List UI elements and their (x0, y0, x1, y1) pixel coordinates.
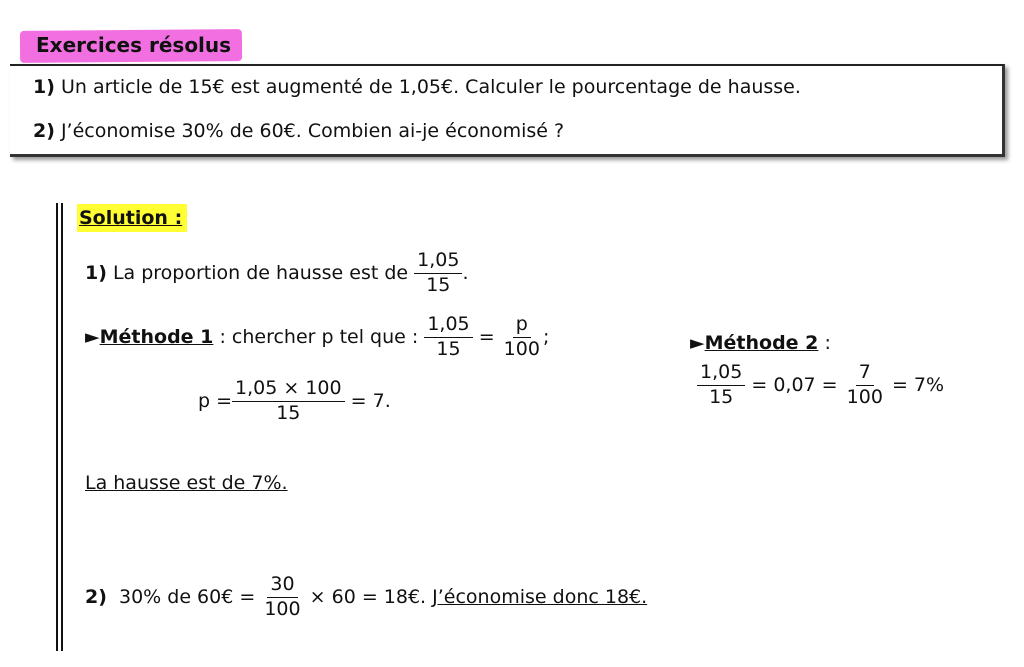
solution-2-number: 2) (85, 586, 107, 609)
exercise-1-text: Un article de 15€ est augmenté de 1,05€. Calculer le pourcentage de hausse. (60, 76, 801, 98)
method-1-text: : chercher p tel que : (219, 326, 419, 349)
calc-rhs: = 7. (350, 390, 391, 413)
method-2-fraction-2-numerator: 7 (856, 362, 874, 386)
method-2-fraction-1-numerator: 1,05 (697, 362, 745, 386)
method-2-calculation (697, 362, 944, 409)
method-1-end: ; (542, 326, 550, 349)
conclusion-1: La hausse est de 7%. (85, 472, 288, 494)
exercise-2 (33, 118, 564, 144)
method-1 (85, 314, 549, 361)
method-2-fraction-1-denominator: 15 (709, 385, 734, 408)
proportion-fraction (414, 250, 462, 297)
solution-2-text: 30% de 60€ = (119, 586, 256, 609)
method-1-equals: = (478, 326, 495, 349)
method-1-label: Méthode 1 (99, 326, 214, 349)
calc-numerator: 1,05 × 100 (232, 378, 345, 402)
calc-fraction (232, 378, 345, 425)
method-1-calculation (198, 378, 391, 425)
proportion-denominator: 15 (426, 273, 451, 296)
solution-part-1 (85, 250, 469, 297)
arrow-icon: ► (690, 332, 705, 354)
page-title: Exercices résolus (36, 33, 232, 57)
calc-lhs: p = (198, 390, 233, 413)
arrow-icon: ► (85, 326, 100, 349)
proportion-numerator: 1,05 (414, 250, 462, 274)
exercise-1-number: 1) (33, 76, 55, 98)
proportion-end: . (462, 262, 469, 285)
solution-1-text: La proportion de hausse est de (112, 262, 409, 285)
part-2-denominator: 100 (264, 597, 301, 620)
conclusion-2: J’économise donc 18€. (432, 586, 648, 609)
method-2-fraction-1 (697, 362, 745, 409)
method-1-fraction-1 (424, 314, 472, 361)
part-2-numerator: 30 (267, 574, 297, 598)
exercise-2-number: 2) (33, 120, 55, 142)
solution-title: Solution : (79, 207, 183, 229)
solution-rule-left (56, 203, 58, 651)
part-2-fraction (261, 574, 303, 621)
solution-rule-right (61, 203, 63, 651)
method-1-fraction-1-numerator: 1,05 (424, 314, 472, 338)
exercise-2-text: J’économise 30% de 60€. Combien ai-je économisé ? (60, 120, 565, 142)
method-2-fraction-2-denominator: 100 (846, 385, 883, 408)
method-2-heading (690, 330, 831, 356)
solution-1-number: 1) (85, 262, 107, 285)
method-2-label: Méthode 2 (704, 332, 819, 354)
solution-part-2 (85, 574, 647, 621)
method-2-fraction-2 (844, 362, 886, 409)
method-1-fraction-2-denominator: 100 (503, 337, 540, 360)
method-2-end: = 7% (891, 374, 945, 397)
solution-2-middle: × 60 = 18€. (309, 586, 427, 609)
method-1-fraction-2 (501, 314, 543, 361)
method-1-fraction-2-numerator: p (513, 314, 531, 338)
method-2-middle: = 0,07 = (751, 374, 838, 397)
method-1-fraction-1-denominator: 15 (436, 337, 461, 360)
method-2-colon: : (824, 332, 831, 354)
exercise-1 (33, 74, 801, 100)
calc-denominator: 15 (276, 401, 301, 424)
